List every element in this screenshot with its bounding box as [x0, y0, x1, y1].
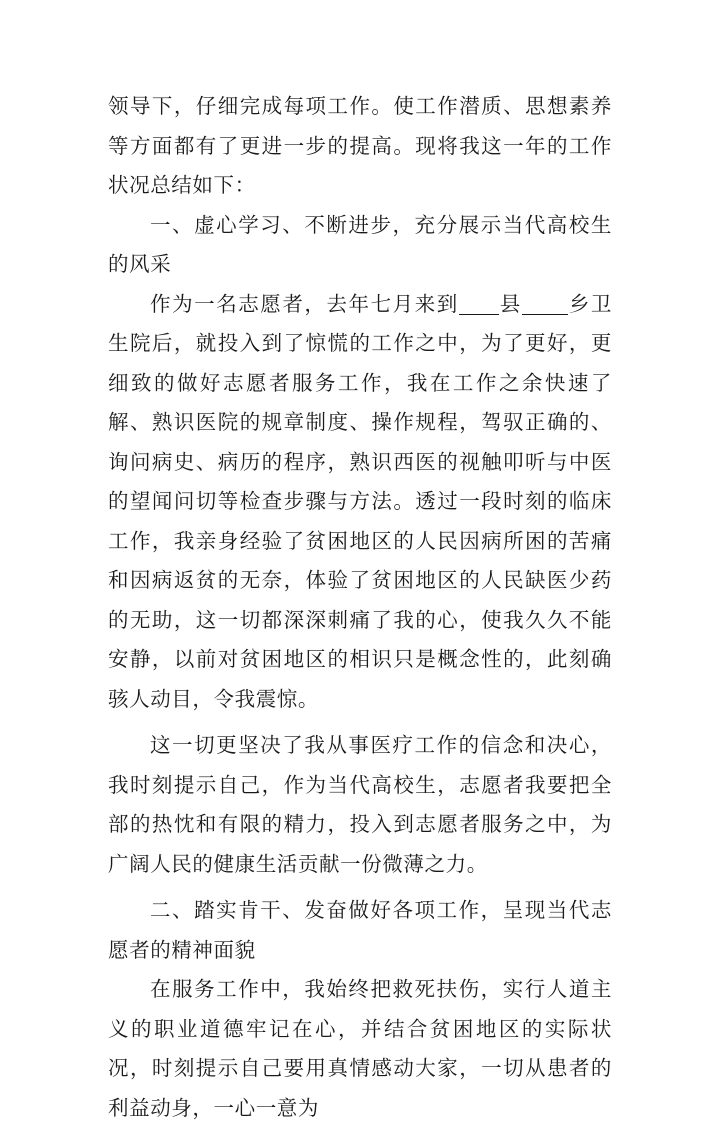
document-body [108, 87, 612, 1128]
section-heading-1: 一、虚心学习、不断进步，充分展示当代高校生的风采 [108, 212, 612, 276]
paragraph-text-county: 县 [498, 291, 522, 316]
fill-in-blank-township [522, 292, 568, 315]
paragraph-service-work: 在服务工作中，我始终把救死扶伤，实行人道主义的职业道德牢记在心，并结合贫困地区的实际状况，时刻提示自己要用真情感动大家，一切从患者的利益动身，一心一意为 [108, 977, 612, 1120]
section-heading-2: 二、踏实肯干、发奋做好各项工作，呈现当代志愿者的精神面貌 [108, 898, 612, 962]
paragraph-intro: 领导下，仔细完成每项工作。使工作潜质、思想素养等方面都有了更进一步的提高。现将我这一年的工作状况总结如下： [108, 94, 612, 197]
paragraph-text-part-1: 作为一名志愿者，去年七月来到 [150, 291, 459, 316]
paragraph-text-part-2: 乡卫生院后，就投入到了惊慌的工作之中，为了更好，更细致的做好志愿者服务工作，我在工作之余快速了解、熟识医院的规章制度、操作规程，驾驭正确的、询问病史、病历的程序，熟识西医的视触叩听与中医的望闻问切等检查步骤与方法。透过一段时刻的临床工作，我亲身经验了贫困地区的人民因病所困的苦痛和因病返贫的无奈，体验了贫困地区的人民缺医少药的无助，这一切都深深刺痛了我的心，使我久久不能安静，以前对贫困地区的相识只是概念性的，此刻确骇人动目，令我震惊。 [108, 291, 612, 711]
paragraph-volunteer-experience [108, 285, 612, 720]
fill-in-blank-county [459, 292, 499, 315]
paragraph-resolve: 这一切更坚决了我从事医疗工作的信念和决心，我时刻提示自己，作为当代高校生，志愿者我要把全部的热忱和有限的精力，投入到志愿者服务之中，为广阔人民的健康生活贡献一份微薄之力。 [108, 733, 612, 876]
